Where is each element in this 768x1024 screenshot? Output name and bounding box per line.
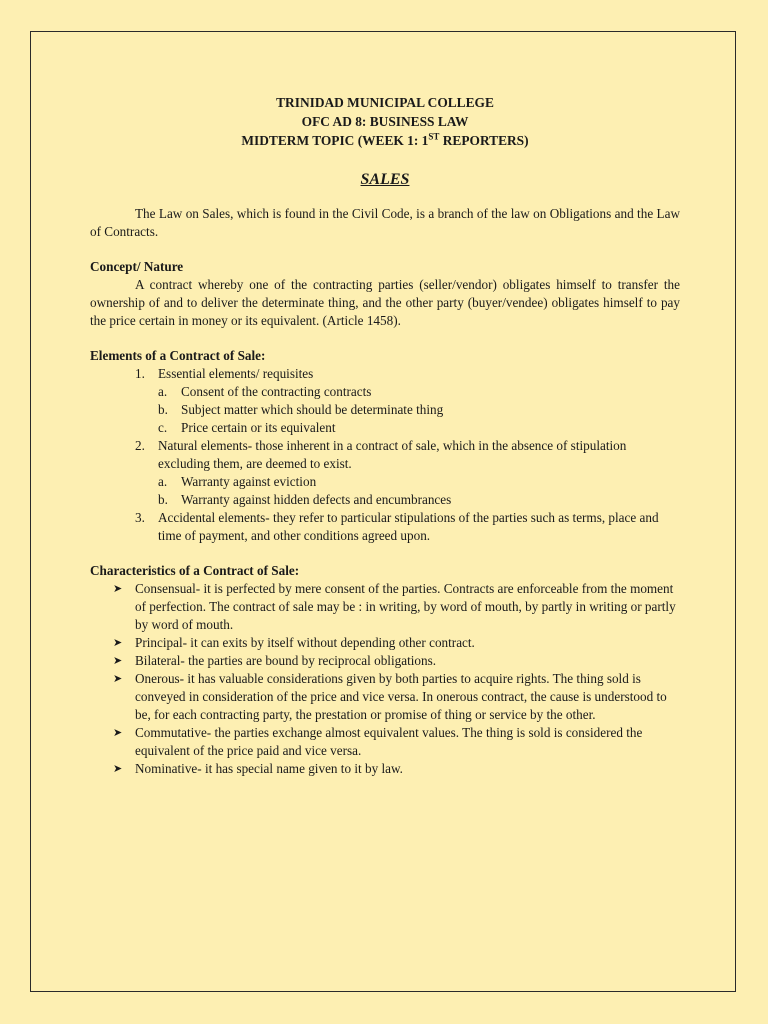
arrowhead-bullet-icon: ➤ [113,637,123,649]
list-item-text: Commutative- the parties exchange almost equivalent values. The thing is sold is considered the equivalent of the price paid and vice versa. [135,725,643,758]
list-item [90,580,680,634]
sub-list-item [158,491,680,509]
sub-list [158,473,680,509]
intro-paragraph: The Law on Sales, which is found in the Civil Code, is a branch of the law on Obligations and the Law of Contracts. [90,206,680,239]
document-header [90,93,680,150]
list-item-text: Bilateral- the parties are bound by reciprocal obligations. [135,653,437,668]
sub-list-item-text: Consent of the contracting contracts [181,384,372,399]
list-item-text: Natural elements- those inherent in a contract of sale, which in the absence of stipulation excluding them, are deemed to exist. [158,438,627,471]
arrowhead-bullet-icon: ➤ [113,655,123,667]
sub-list-item [158,401,680,419]
list-item [90,724,680,760]
list-item-text: Accidental elements- they refer to particular stipulations of the parties such as terms, place and time of payment, and other conditions agreed upon. [158,510,659,543]
list-item-text: Nominative- it has special name given to it by law. [135,761,403,776]
arrowhead-bullet-icon: ➤ [113,673,123,685]
sub-list-item [158,473,680,491]
characteristics-list [90,580,680,778]
sub-list-marker: a. [158,384,168,399]
list-item-text: Onerous- it has valuable considerations given by both parties to acquire rights. The thing sold is conveyed in consideration of the price and vice versa. In onerous contract, the cause is understood to be, for each contracting party, the prestation or promise of thing or service by the other. [135,671,667,722]
header-course: OFC AD 8: BUSINESS LAW [301,114,469,129]
list-item [90,509,680,545]
concept-heading: Concept/ Nature [90,259,184,274]
sub-list-item-text: Subject matter which should be determinate thing [181,402,444,417]
sub-list-item [158,383,680,401]
arrowhead-bullet-icon: ➤ [113,583,123,595]
sub-list-marker: a. [158,474,168,489]
arrowhead-bullet-icon: ➤ [113,727,123,739]
header-topic-sup: ST [428,131,440,142]
document-content [90,93,680,778]
sub-list-item-text: Warranty against hidden defects and encumbrances [181,492,452,507]
list-item [90,670,680,724]
sub-list-marker: b. [158,402,168,417]
header-topic-pre: MIDTERM TOPIC (WEEK 1: 1 [241,133,429,148]
document-title: SALES [360,171,410,188]
list-marker: 1. [135,366,145,381]
list-item [90,437,680,509]
elements-list [90,365,680,545]
sub-list-item-text: Warranty against eviction [181,474,317,489]
list-item-text: Essential elements/ requisites [158,366,314,381]
list-item [90,634,680,652]
list-item-text: Principal- it can exits by itself without depending other contract. [135,635,475,650]
list-marker: 3. [135,510,145,525]
list-item [90,760,680,778]
sub-list [158,383,680,437]
list-item [90,652,680,670]
characteristics-heading: Characteristics of a Contract of Sale: [90,563,300,578]
list-marker: 2. [135,438,145,453]
list-item-text: Consensual- it is perfected by mere consent of the parties. Contracts are enforceable from the moment of perfection. The contract of sale may be : in writing, by word of mouth, by partly in writing or partly by word of mouth. [135,581,676,632]
list-item [90,365,680,437]
concept-paragraph: A contract whereby one of the contracting parties (seller/vendor) obligates himself to transfer the ownership of and to deliver the determinate thing, and the other party (buyer/vendee) obligates himself to pay the price certain in money or its equivalent. (Article 1458). [90,277,680,328]
sub-list-item [158,419,680,437]
elements-heading: Elements of a Contract of Sale: [90,348,266,363]
header-topic [90,131,680,150]
sub-list-marker: c. [158,420,168,435]
sub-list-item-text: Price certain or its equivalent [181,420,336,435]
header-topic-post: REPORTERS) [439,133,529,148]
sub-list-marker: b. [158,492,168,507]
header-college: TRINIDAD MUNICIPAL COLLEGE [276,95,494,110]
arrowhead-bullet-icon: ➤ [113,763,123,775]
